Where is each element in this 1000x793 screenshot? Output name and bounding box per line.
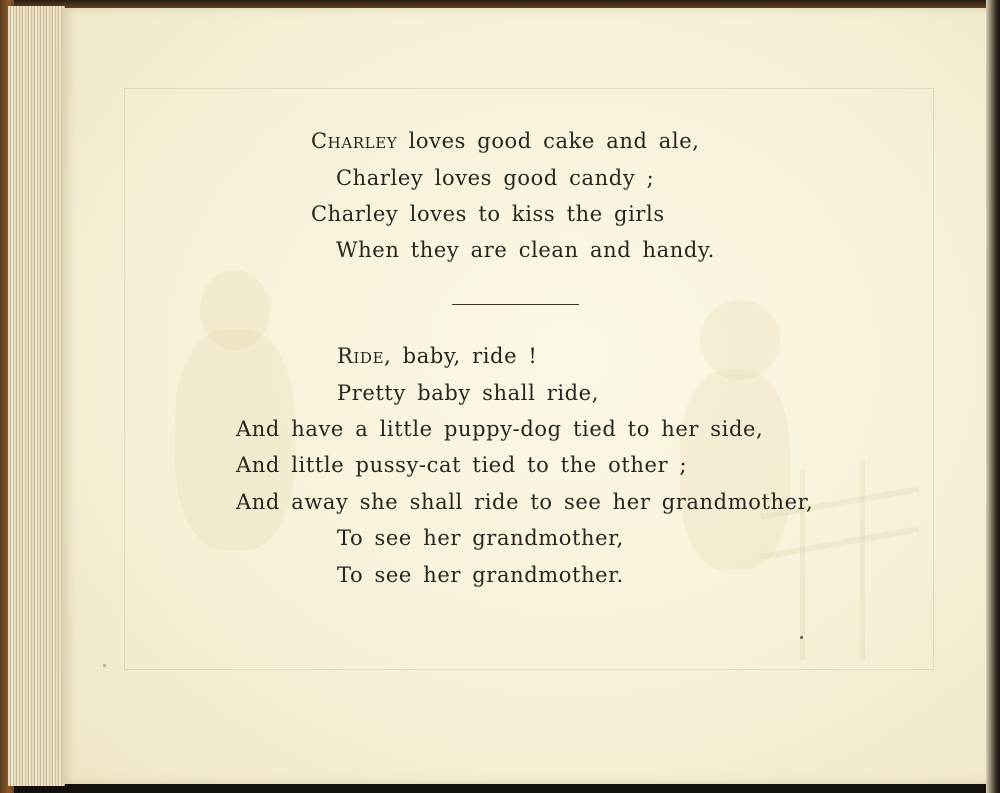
page-edges (8, 6, 65, 786)
poem2-line5: And away she shall ride to see her grandmother, (236, 490, 814, 514)
ink-speck (103, 664, 106, 667)
section-divider (452, 304, 579, 305)
poem1-line1-rest: loves good cake and ale, (397, 129, 700, 153)
poem1-line4: When they are clean and handy. (336, 238, 715, 262)
faded-fence-post (860, 460, 865, 660)
page-right-edge (986, 0, 1000, 793)
ink-speck (800, 636, 803, 639)
poem2-line1-rest: , baby, ride ! (384, 344, 538, 368)
poem2-line7: To see her grandmother. (337, 563, 624, 587)
poem2-lead-word: Ride (337, 344, 385, 368)
poem2-line6: To see her grandmother, (337, 526, 624, 550)
faded-figure-right-body (680, 370, 790, 570)
poem2-line2: Pretty baby shall ride, (337, 381, 599, 405)
poem1-line3: Charley loves to kiss the girls (311, 202, 665, 226)
poem2-line3: And have a little puppy-dog tied to her side, (236, 417, 764, 441)
poem2-line4: And little pussy-cat tied to the other ; (236, 453, 688, 477)
poem2-line1 (337, 338, 537, 374)
poem1-lead-word: Charley (311, 129, 398, 153)
poem1-line1 (311, 123, 700, 159)
poem1-line2: Charley loves good candy ; (336, 166, 655, 190)
faded-figure-right (700, 300, 780, 380)
